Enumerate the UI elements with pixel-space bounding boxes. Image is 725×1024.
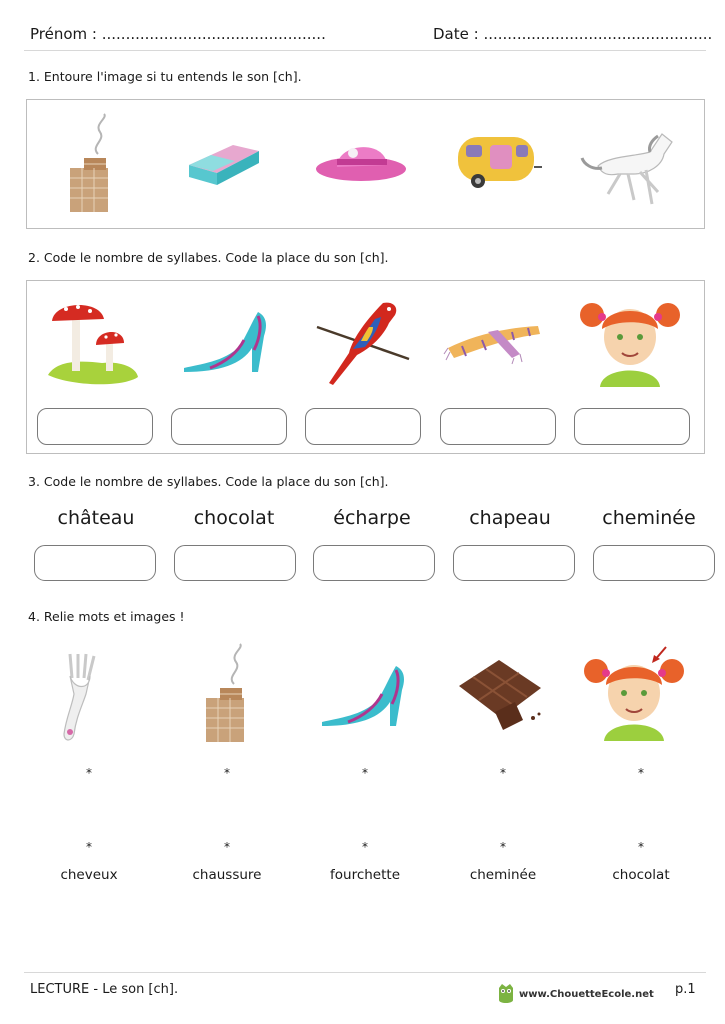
- answer-box[interactable]: [453, 545, 575, 581]
- star-top[interactable]: *: [362, 766, 368, 780]
- answer-box[interactable]: [37, 408, 153, 445]
- answer-box[interactable]: [440, 408, 556, 445]
- fork-icon[interactable]: [56, 650, 104, 746]
- parrot-icon[interactable]: [313, 297, 413, 389]
- header-divider: [24, 50, 706, 51]
- exercise4-instruction: 4. Relie mots et images !: [28, 609, 185, 624]
- eraser-icon[interactable]: [183, 135, 265, 191]
- chocolate-icon[interactable]: [455, 656, 547, 736]
- star-top[interactable]: *: [86, 766, 92, 780]
- mushroom-icon[interactable]: [44, 297, 140, 389]
- star-bottom[interactable]: *: [362, 840, 368, 854]
- word-cheminee: cheminée: [602, 507, 696, 529]
- answer-box[interactable]: [313, 545, 435, 581]
- exercise2-instruction: 2. Code le nombre de syllabes. Code la place du son [ch].: [28, 250, 389, 265]
- caravan-icon[interactable]: [452, 129, 544, 193]
- star-bottom[interactable]: *: [500, 840, 506, 854]
- word-chateau: château: [57, 507, 135, 529]
- site-link[interactable]: www.ChouetteEcole.net: [519, 989, 654, 1000]
- footer-title: LECTURE - Le son [ch].: [30, 982, 179, 997]
- word-chaussure: chaussure: [192, 867, 262, 883]
- word-echarpe: écharpe: [333, 507, 411, 529]
- owl-logo-icon: [497, 982, 515, 1006]
- girl-icon[interactable]: [578, 295, 682, 387]
- answer-box[interactable]: [593, 545, 715, 581]
- answer-box[interactable]: [574, 408, 690, 445]
- scarf-icon[interactable]: [442, 318, 546, 366]
- exercise3-instruction: 3. Code le nombre de syllabes. Code la place du son [ch].: [28, 474, 389, 489]
- answer-box[interactable]: [171, 408, 287, 445]
- answer-box[interactable]: [174, 545, 296, 581]
- girl-hair-icon[interactable]: [582, 645, 686, 741]
- word-fourchette: fourchette: [330, 867, 400, 883]
- answer-box[interactable]: [34, 545, 156, 581]
- star-top[interactable]: *: [500, 766, 506, 780]
- exercise1-instruction: 1. Entoure l'image si tu entends le son [ch].: [28, 69, 302, 84]
- answer-box[interactable]: [305, 408, 421, 445]
- chimney-icon[interactable]: [196, 642, 256, 746]
- word-cheveux: cheveux: [60, 867, 118, 883]
- star-top[interactable]: *: [224, 766, 230, 780]
- star-bottom[interactable]: *: [224, 840, 230, 854]
- hat-icon[interactable]: [313, 133, 409, 185]
- footer-divider: [24, 972, 706, 973]
- star-bottom[interactable]: *: [638, 840, 644, 854]
- prenom-field[interactable]: Prénom : ...............................................: [30, 25, 326, 43]
- star-top[interactable]: *: [638, 766, 644, 780]
- word-chocolat: chocolat: [193, 507, 275, 529]
- high-heel-shoe-icon[interactable]: [318, 660, 408, 730]
- chimney-icon[interactable]: [60, 112, 120, 216]
- date-field[interactable]: Date : ................................................: [433, 25, 713, 43]
- word-cheminee: cheminée: [469, 867, 537, 883]
- high-heel-shoe-icon[interactable]: [180, 306, 270, 376]
- horse-icon[interactable]: [578, 122, 678, 208]
- page-number: p.1: [675, 982, 696, 997]
- word-chapeau: chapeau: [469, 507, 551, 529]
- star-bottom[interactable]: *: [86, 840, 92, 854]
- word-chocolat: chocolat: [612, 867, 670, 883]
